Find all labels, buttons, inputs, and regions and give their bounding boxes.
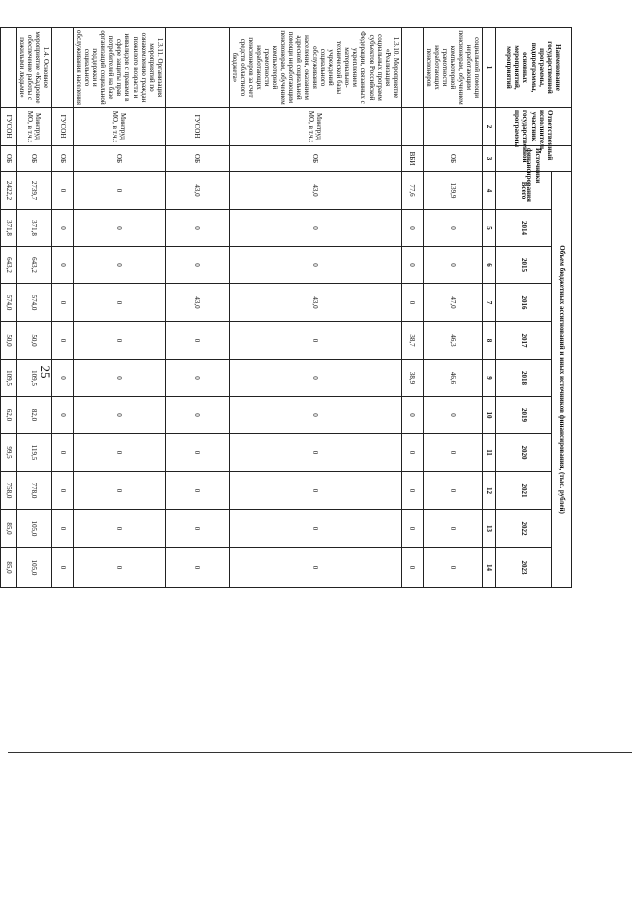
header-executor: Ответственный исполнитель, участник государственной программы xyxy=(496,108,572,146)
header-name: Наименование государственной программы, подпрограммы, основных мероприятий, мероприятий xyxy=(496,28,572,108)
row-value-cell: 46,6 xyxy=(423,360,482,397)
row-value-cell: 0 xyxy=(52,434,74,472)
row-executor-cell: Минтруд МО, в т.ч.: xyxy=(16,108,51,146)
row-name-cell: социальной помощи неработающим пенсионерам, обучением компьютерной грамотности неработающих пенсионеров xyxy=(423,28,482,108)
row-source-cell: ОБ xyxy=(74,146,166,172)
funding-table xyxy=(0,27,572,588)
row-value-cell: 50,0 xyxy=(0,322,16,360)
row-value-cell: 0 xyxy=(229,322,401,360)
row-value-cell: 758,0 xyxy=(0,472,16,510)
row-value-cell: 0 xyxy=(423,210,482,247)
row-value-cell: 0 xyxy=(229,434,401,472)
header-year-2014: 2014 xyxy=(496,210,552,247)
header-year-2020: 2020 xyxy=(496,434,552,472)
row-value-cell: 0 xyxy=(401,397,423,434)
row-value-cell: 0 xyxy=(401,284,423,322)
row-source-cell: ОБ xyxy=(16,146,51,172)
row-value-cell: 0 xyxy=(52,472,74,510)
row-value-cell: 574,0 xyxy=(16,284,51,322)
row-value-cell: 0 xyxy=(229,360,401,397)
row-value-cell: 0 xyxy=(165,397,229,434)
row-value-cell: 38,7 xyxy=(401,322,423,360)
row-name-cell xyxy=(401,28,423,108)
row-value-cell: 0 xyxy=(74,247,166,284)
row-executor-cell: ГУСОН xyxy=(52,108,74,146)
row-value-cell: 0 xyxy=(423,472,482,510)
column-number: 3 xyxy=(483,146,496,172)
row-value-cell: 0 xyxy=(52,284,74,322)
table-row xyxy=(165,28,229,588)
row-value-cell: 43,0 xyxy=(229,172,401,210)
row-value-cell: 0 xyxy=(423,397,482,434)
row-value-cell: 0 xyxy=(229,510,401,548)
header-year-2021: 2021 xyxy=(496,472,552,510)
row-executor-cell: Минтруд МО, в т.ч.: xyxy=(74,108,166,146)
row-executor-cell: ГУСОН xyxy=(0,108,16,146)
column-number: 5 xyxy=(483,210,496,247)
column-number: 10 xyxy=(483,397,496,434)
row-value-cell: 119,5 xyxy=(16,434,51,472)
row-value-cell: 0 xyxy=(52,397,74,434)
row-value-cell: 2422,2 xyxy=(0,172,16,210)
row-value-cell: 0 xyxy=(165,247,229,284)
row-value-cell: 85,0 xyxy=(0,510,16,548)
row-value-cell: 0 xyxy=(423,510,482,548)
row-value-cell: 0 xyxy=(74,360,166,397)
row-value-cell: 371,8 xyxy=(16,210,51,247)
header-year-2018: 2018 xyxy=(496,360,552,397)
page-number: 25 xyxy=(38,365,53,379)
column-number: 9 xyxy=(483,360,496,397)
table-body xyxy=(0,28,483,588)
row-executor-cell: Минтруд МО, в т.ч.: xyxy=(229,108,401,146)
row-value-cell: 0 xyxy=(165,510,229,548)
row-value-cell: 371,8 xyxy=(0,210,16,247)
rotated-table-container xyxy=(4,27,572,587)
column-number: 7 xyxy=(483,284,496,322)
column-number: 6 xyxy=(483,247,496,284)
row-name-cell: 1.4. Основное мероприятие «Кадровое обеспечение работы с пожилыми людьми» xyxy=(16,28,51,108)
row-value-cell: 0 xyxy=(74,322,166,360)
row-source-cell: ОБ xyxy=(165,146,229,172)
column-number: 8 xyxy=(483,322,496,360)
row-value-cell: 38,9 xyxy=(401,360,423,397)
row-value-cell: 0 xyxy=(74,172,166,210)
row-value-cell: 0 xyxy=(401,247,423,284)
table-row xyxy=(401,28,423,588)
row-value-cell: 62,0 xyxy=(0,397,16,434)
row-value-cell: 0 xyxy=(229,247,401,284)
row-value-cell: 643,2 xyxy=(0,247,16,284)
row-value-cell: 109,5 xyxy=(0,360,16,397)
row-value-cell: 0 xyxy=(423,548,482,588)
row-value-cell: 0 xyxy=(165,210,229,247)
row-value-cell: 47,0 xyxy=(423,284,482,322)
row-value-cell: 139,9 xyxy=(423,172,482,210)
column-number: 1 xyxy=(483,28,496,108)
row-value-cell: 50,0 xyxy=(16,322,51,360)
row-value-cell: 105,0 xyxy=(16,510,51,548)
header-source: Источники финансирования xyxy=(496,146,572,172)
column-number: 2 xyxy=(483,108,496,146)
row-value-cell: 2739,7 xyxy=(16,172,51,210)
row-value-cell: 0 xyxy=(401,510,423,548)
row-name-cell xyxy=(0,28,16,108)
table-row xyxy=(0,28,16,588)
header-year-2016: 2016 xyxy=(496,284,552,322)
row-executor-cell: ГУСОН xyxy=(165,108,229,146)
row-value-cell: 0 xyxy=(401,434,423,472)
column-number: 11 xyxy=(483,434,496,472)
row-value-cell: 574,0 xyxy=(0,284,16,322)
row-value-cell: 0 xyxy=(229,472,401,510)
row-name-cell xyxy=(165,28,229,108)
row-value-cell: 0 xyxy=(165,434,229,472)
column-number: 14 xyxy=(483,548,496,588)
row-value-cell: 0 xyxy=(74,434,166,472)
row-name-cell: 1.3.10. Мероприятие «Реализация социальных программ субъектов Российской Федерации, связанных с укреплением материально-технической базы учреждений социального обслуживания населения, оказанием адресной социальной помощи неработающим пенсионерам, обучением компьютерной грамотности неработающих пенсионеров за счет средств областного бюджета» xyxy=(229,28,401,108)
header-year-2023: 2023 xyxy=(496,548,552,588)
row-value-cell: 0 xyxy=(165,322,229,360)
header-year-2019: 2019 xyxy=(496,397,552,434)
row-value-cell: 0 xyxy=(74,472,166,510)
header-year-2022: 2022 xyxy=(496,510,552,548)
row-value-cell: 0 xyxy=(229,548,401,588)
row-executor-cell xyxy=(423,108,482,146)
row-value-cell: 0 xyxy=(165,548,229,588)
row-value-cell: 77,6 xyxy=(401,172,423,210)
row-value-cell: 109,5 xyxy=(16,360,51,397)
row-value-cell: 0 xyxy=(74,397,166,434)
row-value-cell: 0 xyxy=(74,510,166,548)
row-value-cell: 43,0 xyxy=(229,284,401,322)
column-number: 13 xyxy=(483,510,496,548)
row-value-cell: 0 xyxy=(423,434,482,472)
row-value-cell: 0 xyxy=(165,360,229,397)
row-value-cell: 0 xyxy=(165,472,229,510)
row-source-cell: ОБ xyxy=(0,146,16,172)
row-source-cell: ОБ xyxy=(229,146,401,172)
row-executor-cell xyxy=(401,108,423,146)
horizontal-rule xyxy=(8,752,632,753)
table-row xyxy=(52,28,74,588)
table-row xyxy=(16,28,51,588)
row-value-cell: 0 xyxy=(74,210,166,247)
row-name-cell xyxy=(52,28,74,108)
row-value-cell: 0 xyxy=(52,548,74,588)
row-value-cell: 0 xyxy=(229,210,401,247)
row-source-cell: ОБ xyxy=(52,146,74,172)
table-row xyxy=(74,28,166,588)
row-source-cell: ОБ xyxy=(423,146,482,172)
table-row xyxy=(229,28,401,588)
header-year-2015: 2015 xyxy=(496,247,552,284)
row-value-cell: 105,0 xyxy=(16,548,51,588)
row-value-cell: 0 xyxy=(229,397,401,434)
row-value-cell: 82,0 xyxy=(16,397,51,434)
header-funding-group: Объем бюджетных ассигнований и иных источников финансирования, (тыс. рублей) xyxy=(552,172,572,588)
row-value-cell: 0 xyxy=(401,472,423,510)
row-value-cell: 0 xyxy=(74,284,166,322)
row-value-cell: 0 xyxy=(52,210,74,247)
row-value-cell: 99,5 xyxy=(0,434,16,472)
row-value-cell: 0 xyxy=(423,247,482,284)
header-year-2017: 2017 xyxy=(496,322,552,360)
row-value-cell: 0 xyxy=(74,548,166,588)
row-value-cell: 0 xyxy=(52,247,74,284)
row-value-cell: 0 xyxy=(401,210,423,247)
header-total: Всего xyxy=(496,172,552,210)
row-name-cell: 1.3.11. Организация мероприятий по ознакомлению граждан пожилого возраста и инвалидов с правами в сфере защиты прав потребителей на базе организаций социальной поддержки и социального обслуживания населения xyxy=(74,28,166,108)
column-number: 4 xyxy=(483,172,496,210)
row-value-cell: 85,0 xyxy=(0,548,16,588)
row-value-cell: 0 xyxy=(52,510,74,548)
row-value-cell: 43,0 xyxy=(165,284,229,322)
row-value-cell: 643,2 xyxy=(16,247,51,284)
table-row xyxy=(423,28,482,588)
row-value-cell: 46,3 xyxy=(423,322,482,360)
row-value-cell: 0 xyxy=(52,172,74,210)
row-value-cell: 0 xyxy=(52,322,74,360)
column-number-row xyxy=(483,28,496,588)
column-number: 12 xyxy=(483,472,496,510)
row-value-cell: 43,0 xyxy=(165,172,229,210)
row-value-cell: 0 xyxy=(401,548,423,588)
row-value-cell: 0 xyxy=(52,360,74,397)
row-value-cell: 778,0 xyxy=(16,472,51,510)
row-source-cell: ВБИ xyxy=(401,146,423,172)
